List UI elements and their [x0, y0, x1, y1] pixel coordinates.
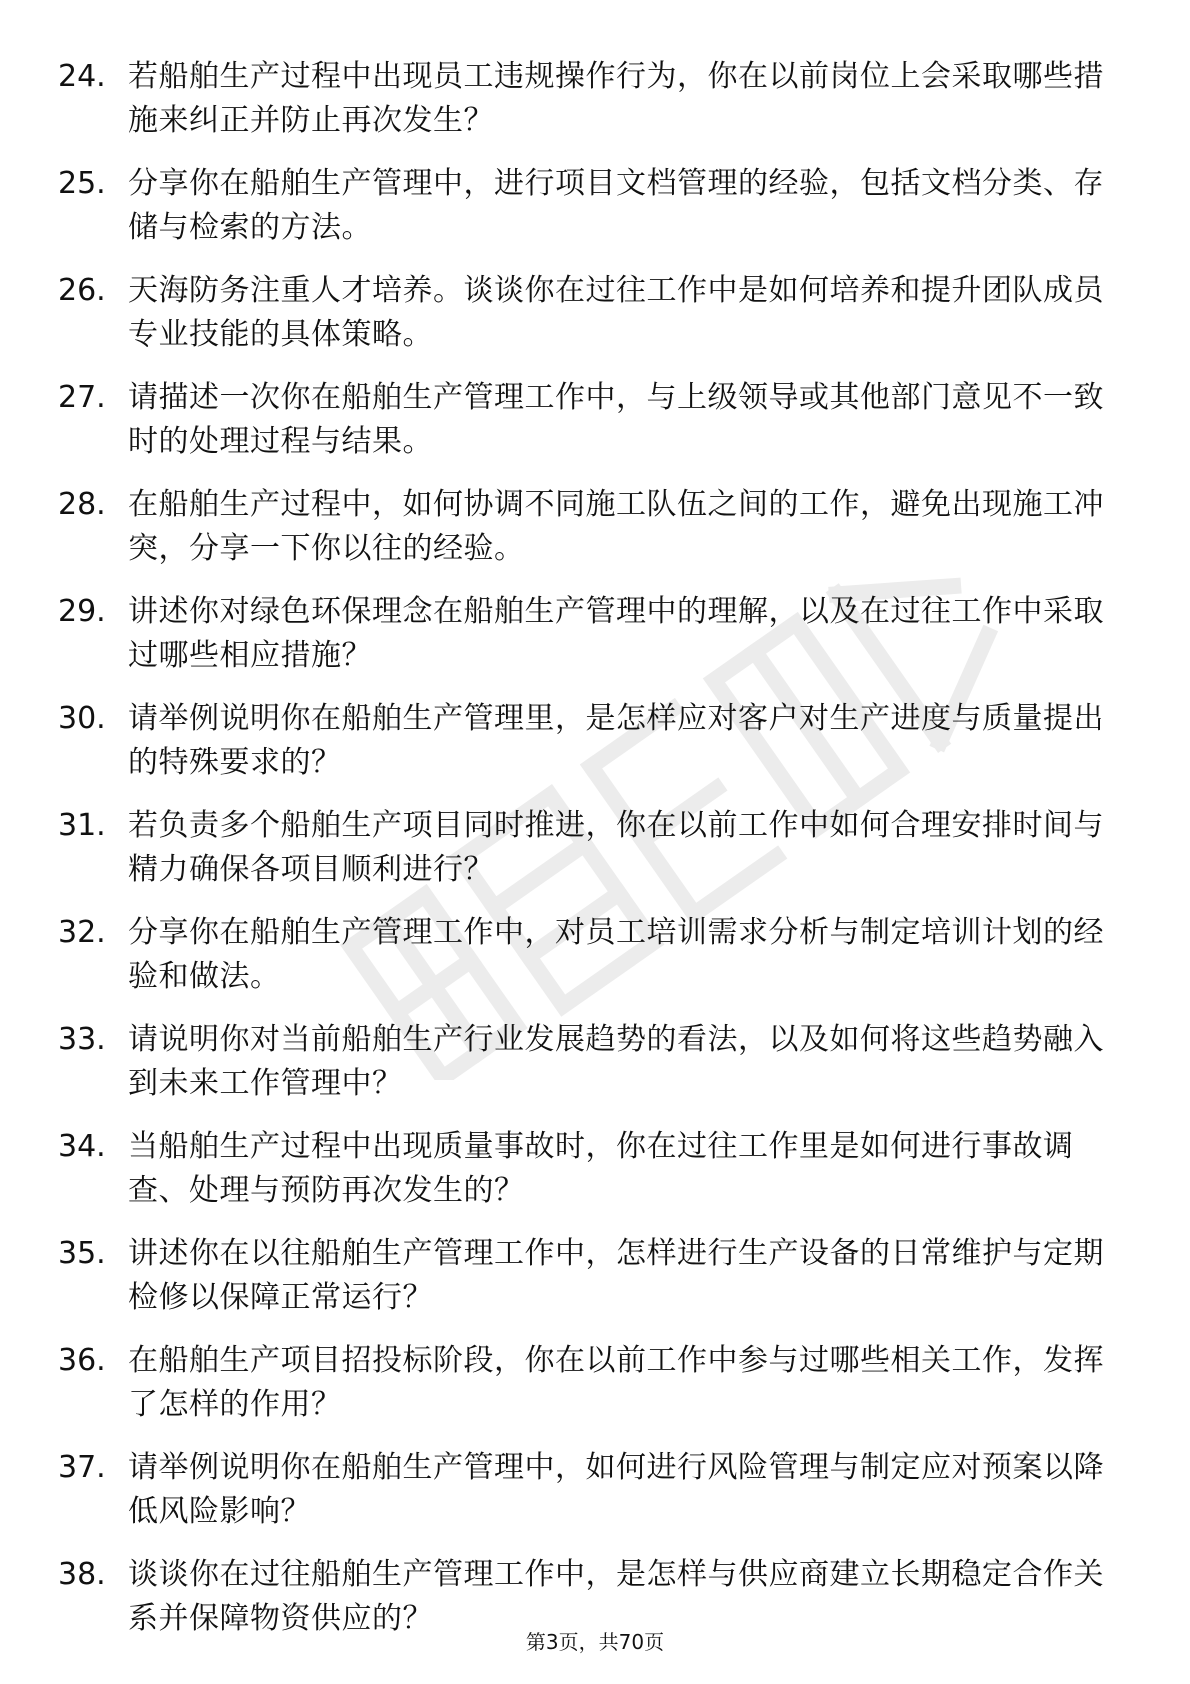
question-number: 37. [58, 1450, 106, 1485]
list-item [58, 55, 1118, 143]
question-text: 讲述你在以往船舶生产管理工作中，怎样进行生产设备的日常维护与定期检修以保障正常运行？ [128, 1236, 1104, 1315]
question-text: 当船舶生产过程中出现质量事故时，你在过往工作里是如何进行事故调查、处理与预防再次发生的？ [128, 1129, 1074, 1208]
list-item [58, 911, 1118, 999]
question-text: 谈谈你在过往船舶生产管理工作中，是怎样与供应商建立长期稳定合作关系并保障物资供应的？ [128, 1557, 1104, 1636]
question-text: 请举例说明你在船舶生产管理中，如何进行风险管理与制定应对预案以降低风险影响？ [128, 1450, 1104, 1529]
question-text: 在船舶生产过程中，如何协调不同施工队伍之间的工作，避免出现施工冲突，分享一下你以往的经验。 [128, 487, 1104, 566]
list-item [58, 1339, 1118, 1427]
question-text: 分享你在船舶生产管理中，进行项目文档管理的经验，包括文档分类、存储与检索的方法。 [128, 166, 1104, 245]
list-item [58, 162, 1118, 250]
question-number: 38. [58, 1557, 106, 1592]
list-item [58, 269, 1118, 357]
question-text: 若负责多个船舶生产项目同时推进，你在以前工作中如何合理安排时间与精力确保各项目顺利进行？ [128, 808, 1104, 887]
list-item [58, 483, 1118, 571]
list-item [58, 697, 1118, 785]
question-number: 28. [58, 487, 106, 522]
question-number: 34. [58, 1129, 106, 1164]
question-text: 请描述一次你在船舶生产管理工作中，与上级领导或其他部门意见不一致时的处理过程与结果。 [128, 380, 1104, 459]
question-number: 24. [58, 59, 106, 94]
question-text: 请举例说明你在船舶生产管理里，是怎样应对客户对生产进度与质量提出的特殊要求的？ [128, 701, 1104, 780]
question-text: 请说明你对当前船舶生产行业发展趋势的看法，以及如何将这些趋势融入到未来工作管理中？ [128, 1022, 1104, 1101]
list-item [58, 1018, 1118, 1106]
question-text: 在船舶生产项目招投标阶段，你在以前工作中参与过哪些相关工作，发挥了怎样的作用？ [128, 1343, 1104, 1422]
page-footer [0, 1626, 1190, 1655]
question-text: 讲述你对绿色环保理念在船舶生产管理中的理解，以及在过往工作中采取过哪些相应措施？ [128, 594, 1104, 673]
question-number: 26. [58, 273, 106, 308]
list-item [58, 1446, 1118, 1534]
page-number: 第3页，共70页 [525, 1630, 665, 1654]
question-number: 29. [58, 594, 106, 629]
list-item [58, 1232, 1118, 1320]
question-number: 36. [58, 1343, 106, 1378]
question-number: 25. [58, 166, 106, 201]
question-number: 31. [58, 808, 106, 843]
question-text: 若船舶生产过程中出现员工违规操作行为，你在以前岗位上会采取哪些措施来纠正并防止再次发生？ [128, 59, 1104, 138]
list-item [58, 376, 1118, 464]
list-item [58, 590, 1118, 678]
list-item [58, 1125, 1118, 1213]
question-number: 30. [58, 701, 106, 736]
question-number: 35. [58, 1236, 106, 1271]
question-number: 32. [58, 915, 106, 950]
question-list [58, 55, 1118, 1660]
list-item [58, 804, 1118, 892]
question-number: 33. [58, 1022, 106, 1057]
question-number: 27. [58, 380, 106, 415]
question-text: 分享你在船舶生产管理工作中，对员工培训需求分析与制定培训计划的经验和做法。 [128, 915, 1104, 994]
question-text: 天海防务注重人才培养。谈谈你在过往工作中是如何培养和提升团队成员专业技能的具体策略。 [128, 273, 1104, 352]
